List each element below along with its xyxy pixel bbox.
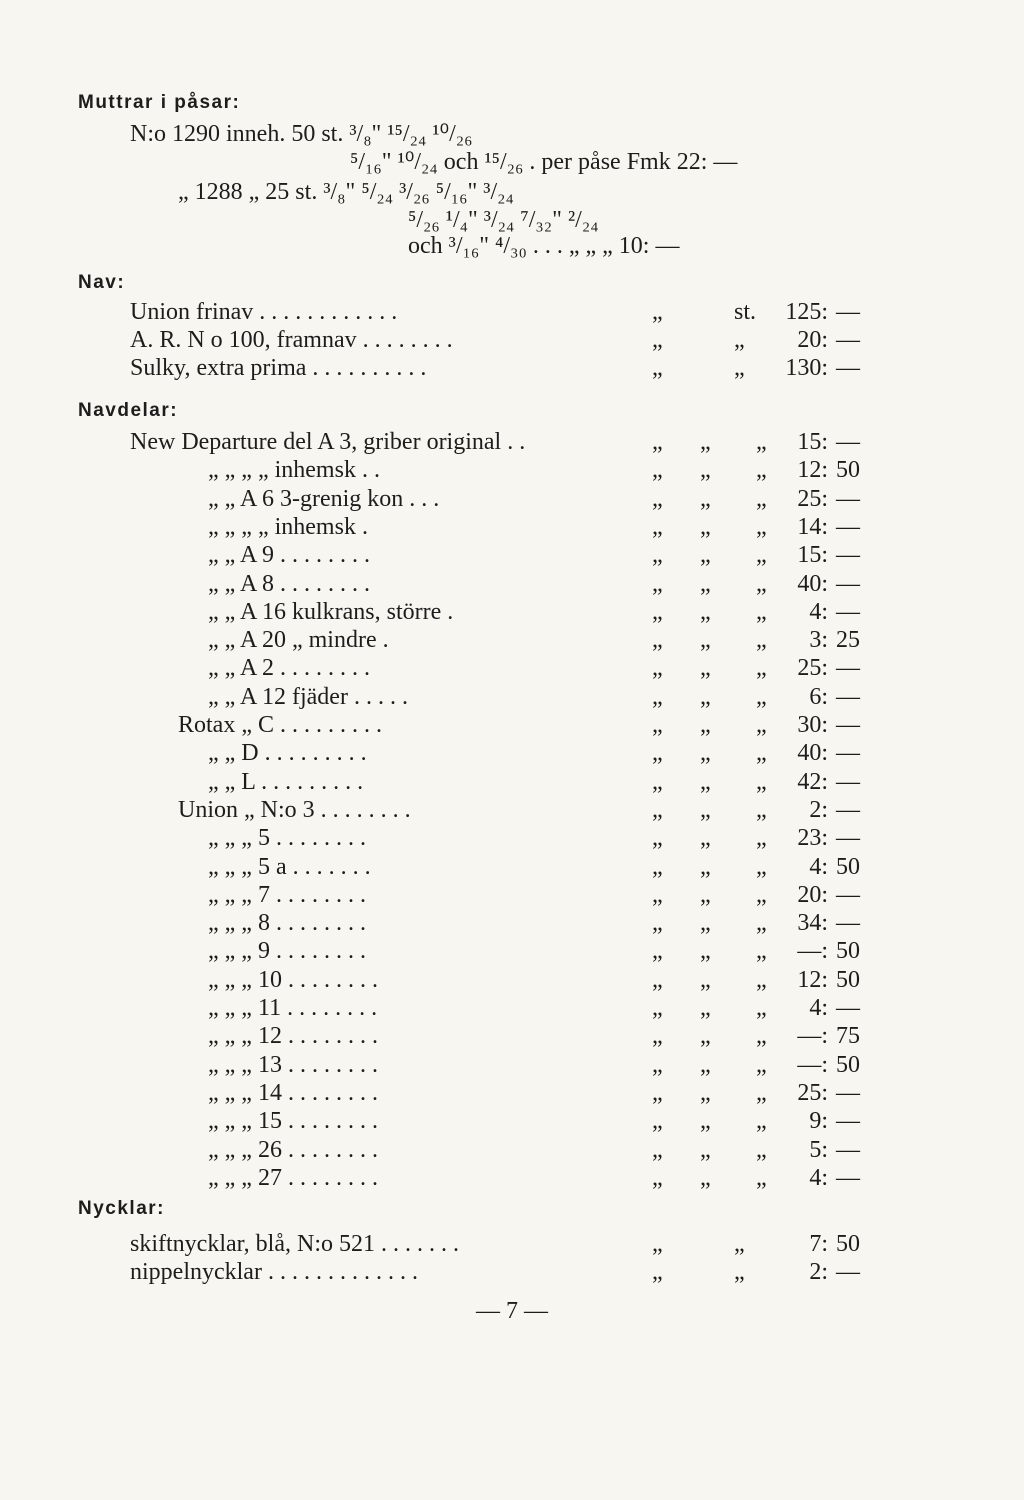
list-item: [0, 1136, 1024, 1164]
price-ore: —: [836, 655, 860, 682]
list-item: [0, 768, 1024, 796]
item-description: „ „ A 12 fjäder . . . . .: [208, 683, 408, 710]
price-amount: 40:: [797, 570, 828, 597]
item-description: „ „ „ „ inhemsk .: [208, 513, 368, 540]
price-ore: —: [836, 598, 860, 625]
item-description: „ „ A 2 . . . . . . . .: [208, 655, 370, 682]
ditto-mark: „: [700, 457, 711, 484]
price-ore: —: [836, 910, 860, 937]
item-description: Union frinav . . . . . . . . . . . .: [130, 299, 398, 325]
ditto-mark: „: [652, 485, 663, 512]
item-description: „ „ „ 12 . . . . . . . .: [208, 1023, 378, 1050]
list-item: [0, 1258, 1024, 1286]
list-item: [0, 853, 1024, 881]
ditto-mark: „: [700, 627, 711, 654]
ditto-mark: „: [756, 1164, 767, 1191]
item-description: „ „ „ 8 . . . . . . . .: [208, 910, 366, 937]
ditto-mark: „: [700, 542, 711, 569]
ditto-mark: „: [700, 712, 711, 738]
ditto-mark: „: [652, 1259, 663, 1285]
list-item: [0, 428, 1024, 456]
ditto-mark: „: [756, 627, 767, 654]
item-description: Rotax „ C . . . . . . . . .: [178, 712, 382, 738]
ditto-mark: „: [700, 853, 711, 880]
ditto-mark: „: [756, 570, 767, 597]
price-ore: 50: [836, 1231, 860, 1257]
price-amount: 14:: [797, 513, 828, 540]
price-amount: 12:: [797, 457, 828, 484]
item-description: „ „ „ 15 . . . . . . . .: [208, 1108, 378, 1135]
ditto-mark: „: [700, 938, 711, 965]
price-amount: 25:: [797, 655, 828, 682]
ditto-mark: „: [756, 966, 767, 993]
ditto-mark: „: [756, 740, 767, 767]
muttrar-line-5: och ³/₁₆" ⁴/₃₀ . . . „ „ „ 10: —: [408, 233, 680, 259]
list-item: [0, 909, 1024, 937]
list-item: [0, 1079, 1024, 1107]
ditto-mark: „: [652, 299, 663, 325]
price-amount: 3:: [809, 627, 828, 654]
price-amount: 4:: [809, 995, 828, 1021]
ditto-mark: „: [700, 1136, 711, 1163]
price-amount: 125:: [785, 299, 828, 325]
list-item: [0, 1022, 1024, 1050]
item-description: „ „ „ 11 . . . . . . . .: [208, 995, 378, 1021]
list-item: [0, 937, 1024, 965]
item-description: „ „ A 6 3-grenig kon . . .: [208, 485, 440, 512]
item-description: „ „ „ 10 . . . . . . . .: [208, 966, 378, 993]
ditto-mark: „: [652, 910, 663, 937]
price-ore: —: [836, 513, 860, 540]
ditto-mark: „: [652, 655, 663, 682]
price-ore: —: [836, 740, 860, 767]
price-amount: 2:: [809, 1259, 828, 1285]
price-ore: 50: [836, 457, 860, 484]
price-ore: 50: [836, 853, 860, 880]
ditto-mark: „: [756, 683, 767, 710]
price-amount: 34:: [797, 910, 828, 937]
page-number: — 7 —: [476, 1298, 548, 1324]
list-item: [0, 1051, 1024, 1079]
price-amount: 20:: [797, 327, 828, 353]
ditto-mark: „: [700, 598, 711, 625]
ditto-mark: „: [756, 938, 767, 965]
ditto-mark: „: [652, 457, 663, 484]
ditto-mark: „: [700, 740, 711, 767]
price-ore: —: [836, 542, 860, 569]
ditto-mark: „: [700, 995, 711, 1021]
list-item: [0, 824, 1024, 852]
price-ore: —: [836, 825, 860, 852]
ditto-mark: „: [652, 995, 663, 1021]
list-item: [0, 683, 1024, 711]
ditto-mark: „: [652, 1231, 663, 1257]
ditto-mark: „: [756, 485, 767, 512]
price-ore: —: [836, 683, 860, 710]
price-amount: 15:: [797, 542, 828, 569]
ditto-mark: „: [756, 995, 767, 1021]
item-description: „ „ „ 14 . . . . . . . .: [208, 1079, 378, 1106]
unit-label: „: [734, 1259, 745, 1285]
price-amount: 4:: [809, 598, 828, 625]
heading-navdelar: Navdelar:: [78, 400, 179, 421]
item-description: Sulky, extra prima . . . . . . . . . .: [130, 355, 427, 381]
list-item: [0, 570, 1024, 598]
price-amount: 12:: [797, 966, 828, 993]
price-amount: 23:: [797, 825, 828, 852]
list-item: [0, 881, 1024, 909]
price-ore: —: [836, 796, 860, 823]
ditto-mark: „: [756, 429, 767, 455]
ditto-mark: „: [756, 655, 767, 682]
item-description: nippelnycklar . . . . . . . . . . . . .: [130, 1259, 418, 1285]
price-amount: —:: [797, 1051, 828, 1078]
ditto-mark: „: [700, 1051, 711, 1078]
list-item: [0, 326, 1024, 354]
ditto-mark: „: [756, 825, 767, 852]
price-amount: 40:: [797, 740, 828, 767]
ditto-mark: „: [756, 1136, 767, 1163]
ditto-mark: „: [700, 910, 711, 937]
price-amount: 25:: [797, 1079, 828, 1106]
item-description: skiftnycklar, blå, N:o 521 . . . . . . .: [130, 1231, 459, 1257]
item-description: „ „ „ 9 . . . . . . . .: [208, 938, 366, 965]
list-item: [0, 1164, 1024, 1192]
list-item: [0, 966, 1024, 994]
list-item: [0, 796, 1024, 824]
ditto-mark: „: [700, 1023, 711, 1050]
ditto-mark: „: [652, 1164, 663, 1191]
price-ore: —: [836, 299, 860, 325]
price-ore: —: [836, 1108, 860, 1135]
item-description: „ „ „ „ inhemsk . .: [208, 457, 380, 484]
ditto-mark: „: [652, 1051, 663, 1078]
ditto-mark: „: [652, 1136, 663, 1163]
ditto-mark: „: [652, 355, 663, 381]
price-ore: 50: [836, 1051, 860, 1078]
item-description: „ „ A 8 . . . . . . . .: [208, 570, 370, 597]
item-description: „ „ „ 13 . . . . . . . .: [208, 1051, 378, 1078]
price-ore: —: [836, 1136, 860, 1163]
ditto-mark: „: [700, 655, 711, 682]
ditto-mark: „: [652, 327, 663, 353]
price-amount: 15:: [797, 429, 828, 455]
ditto-mark: „: [652, 712, 663, 738]
price-ore: —: [836, 1079, 860, 1106]
list-item: [0, 456, 1024, 484]
ditto-mark: „: [756, 712, 767, 738]
price-ore: 75: [836, 1023, 860, 1050]
price-ore: —: [836, 881, 860, 908]
ditto-mark: „: [700, 825, 711, 852]
price-ore: —: [836, 570, 860, 597]
ditto-mark: „: [652, 683, 663, 710]
list-item: [0, 541, 1024, 569]
ditto-mark: „: [652, 825, 663, 852]
unit-label: „: [734, 327, 745, 353]
unit-label: „: [734, 1231, 745, 1257]
list-item: [0, 994, 1024, 1022]
price-amount: 25:: [797, 485, 828, 512]
price-amount: 4:: [809, 1164, 828, 1191]
heading-muttrar: Muttrar i påsar:: [78, 92, 241, 113]
price-ore: 25: [836, 627, 860, 654]
price-amount: 30:: [797, 712, 828, 738]
price-ore: —: [836, 1164, 860, 1191]
ditto-mark: „: [756, 542, 767, 569]
list-item: [0, 626, 1024, 654]
price-ore: —: [836, 327, 860, 353]
item-description: Union „ N:o 3 . . . . . . . .: [178, 796, 411, 823]
ditto-mark: „: [652, 938, 663, 965]
price-amount: 130:: [785, 355, 828, 381]
ditto-mark: „: [652, 429, 663, 455]
list-item: [0, 598, 1024, 626]
ditto-mark: „: [756, 1023, 767, 1050]
price-ore: 50: [836, 966, 860, 993]
item-description: „ „ „ 26 . . . . . . . .: [208, 1136, 378, 1163]
list-item: [0, 298, 1024, 326]
ditto-mark: „: [700, 485, 711, 512]
item-description: „ „ D . . . . . . . . .: [208, 740, 367, 767]
list-item: [0, 739, 1024, 767]
ditto-mark: „: [652, 1023, 663, 1050]
item-description: „ „ A 16 kulkrans, större .: [208, 598, 454, 625]
ditto-mark: „: [756, 598, 767, 625]
item-description: „ „ L . . . . . . . . .: [208, 768, 364, 795]
muttrar-line-1: N:o 1290 inneh. 50 st. ³/₈" ¹⁵/₂₄ ¹⁰/₂₆: [130, 121, 473, 147]
ditto-mark: „: [700, 966, 711, 993]
ditto-mark: „: [700, 796, 711, 823]
heading-nav: Nav:: [78, 272, 126, 293]
ditto-mark: „: [652, 966, 663, 993]
item-description: „ „ „ 5 a . . . . . . .: [208, 853, 371, 880]
ditto-mark: „: [756, 768, 767, 795]
price-ore: 50: [836, 938, 860, 965]
ditto-mark: „: [756, 796, 767, 823]
ditto-mark: „: [652, 513, 663, 540]
list-item: [0, 354, 1024, 382]
ditto-mark: „: [700, 768, 711, 795]
price-ore: —: [836, 768, 860, 795]
muttrar-line-2: ⁵/₁₆" ¹⁰/₂₄ och ¹⁵/₂₆ . per påse Fmk 22: —: [350, 149, 738, 175]
price-ore: —: [836, 429, 860, 455]
ditto-mark: „: [700, 429, 711, 455]
ditto-mark: „: [700, 1108, 711, 1135]
ditto-mark: „: [756, 1108, 767, 1135]
price-amount: —:: [797, 938, 828, 965]
ditto-mark: „: [652, 853, 663, 880]
price-ore: —: [836, 995, 860, 1021]
ditto-mark: „: [756, 910, 767, 937]
item-description: „ „ „ 27 . . . . . . . .: [208, 1164, 378, 1191]
ditto-mark: „: [652, 570, 663, 597]
price-amount: 20:: [797, 881, 828, 908]
unit-label: „: [734, 355, 745, 381]
ditto-mark: „: [700, 683, 711, 710]
item-description: „ „ „ 7 . . . . . . . .: [208, 881, 366, 908]
price-ore: —: [836, 712, 860, 738]
item-description: „ „ A 20 „ mindre .: [208, 627, 389, 654]
price-amount: 9:: [809, 1108, 828, 1135]
ditto-mark: „: [652, 1079, 663, 1106]
item-description: A. R. N o 100, framnav . . . . . . . .: [130, 327, 453, 353]
ditto-mark: „: [700, 881, 711, 908]
price-amount: 5:: [809, 1136, 828, 1163]
ditto-mark: „: [652, 598, 663, 625]
ditto-mark: „: [756, 853, 767, 880]
ditto-mark: „: [652, 796, 663, 823]
muttrar-line-3: „ 1288 „ 25 st. ³/₈" ⁵/₂₄ ³/₂₆ ⁵/₁₆" ³/₂₄: [178, 179, 514, 205]
ditto-mark: „: [700, 1079, 711, 1106]
ditto-mark: „: [652, 542, 663, 569]
ditto-mark: „: [700, 570, 711, 597]
list-item: [0, 485, 1024, 513]
list-item: [0, 1230, 1024, 1258]
heading-nycklar: Nycklar:: [78, 1198, 165, 1219]
ditto-mark: „: [652, 627, 663, 654]
ditto-mark: „: [756, 881, 767, 908]
list-item: [0, 1107, 1024, 1135]
price-ore: —: [836, 1259, 860, 1285]
price-ore: —: [836, 355, 860, 381]
item-description: „ „ „ 5 . . . . . . . .: [208, 825, 366, 852]
price-amount: —:: [797, 1023, 828, 1050]
item-description: New Departure del A 3, griber original . .: [130, 429, 526, 455]
ditto-mark: „: [756, 1079, 767, 1106]
price-amount: 6:: [809, 683, 828, 710]
muttrar-line-4: ⁵/₂₆ ¹/₄" ³/₂₄ ⁷/₃₂" ²/₂₄: [408, 207, 599, 233]
item-description: „ „ A 9 . . . . . . . .: [208, 542, 370, 569]
ditto-mark: „: [756, 1051, 767, 1078]
list-item: [0, 654, 1024, 682]
unit-label: st.: [734, 299, 757, 325]
ditto-mark: „: [756, 513, 767, 540]
ditto-mark: „: [652, 1108, 663, 1135]
list-item: [0, 711, 1024, 739]
price-amount: 7:: [809, 1231, 828, 1257]
price-amount: 2:: [809, 796, 828, 823]
price-amount: 42:: [797, 768, 828, 795]
ditto-mark: „: [700, 513, 711, 540]
price-ore: —: [836, 485, 860, 512]
ditto-mark: „: [700, 1164, 711, 1191]
price-amount: 4:: [809, 853, 828, 880]
ditto-mark: „: [652, 881, 663, 908]
ditto-mark: „: [756, 457, 767, 484]
ditto-mark: „: [652, 768, 663, 795]
list-item: [0, 513, 1024, 541]
ditto-mark: „: [652, 740, 663, 767]
